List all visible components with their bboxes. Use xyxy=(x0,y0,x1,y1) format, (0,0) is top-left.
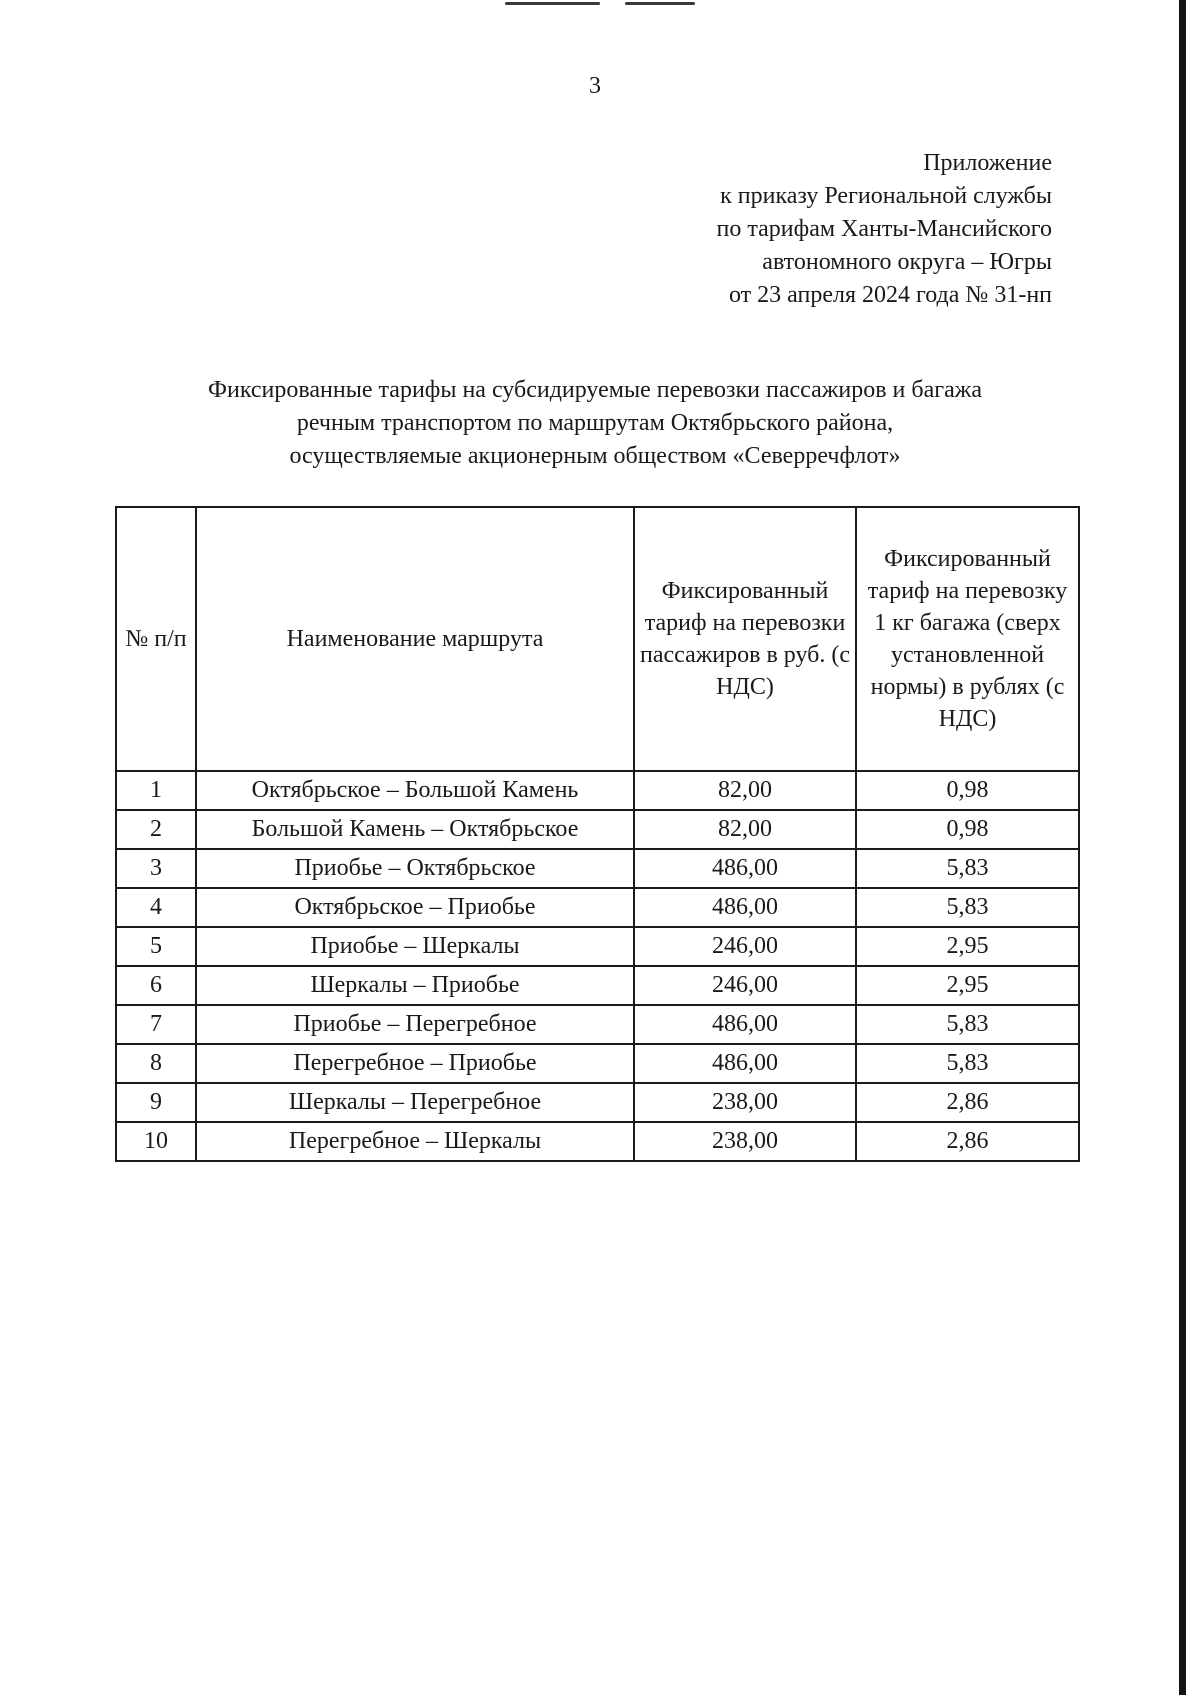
cell-num: 4 xyxy=(116,888,196,927)
cell-num: 5 xyxy=(116,927,196,966)
cell-passenger-tariff: 82,00 xyxy=(634,810,856,849)
table-header-row xyxy=(116,507,1079,771)
cell-passenger-tariff: 238,00 xyxy=(634,1083,856,1122)
cell-num: 9 xyxy=(116,1083,196,1122)
cell-num: 10 xyxy=(116,1122,196,1161)
cell-baggage-tariff: 5,83 xyxy=(856,1005,1079,1044)
scan-edge-shadow xyxy=(1179,0,1186,1695)
document-title xyxy=(110,374,1080,473)
cell-baggage-tariff: 5,83 xyxy=(856,888,1079,927)
appendix-block xyxy=(532,147,1052,312)
title-line: Фиксированные тарифы на субсидируемые перевозки пассажиров и багажа xyxy=(208,377,982,403)
cell-route: Шеркалы – Перегребное xyxy=(196,1083,634,1122)
cell-baggage-tariff: 5,83 xyxy=(856,849,1079,888)
cell-route: Большой Камень – Октябрьское xyxy=(196,810,634,849)
table-row xyxy=(116,849,1079,888)
table-row xyxy=(116,966,1079,1005)
cell-baggage-tariff: 0,98 xyxy=(856,771,1079,810)
title-line: осуществляемые акционерным обществом «Северречфлот» xyxy=(289,443,901,469)
cell-passenger-tariff: 486,00 xyxy=(634,888,856,927)
table-row xyxy=(116,1044,1079,1083)
header-baggage-tariff: Фиксированный тариф на перевозку 1 кг багажа (сверх установленной нормы) в рублях (с НДС) xyxy=(856,507,1079,771)
appendix-line: автономного округа – Югры xyxy=(762,249,1052,275)
cell-passenger-tariff: 486,00 xyxy=(634,1044,856,1083)
cell-route: Приобье – Перегребное xyxy=(196,1005,634,1044)
cell-passenger-tariff: 486,00 xyxy=(634,849,856,888)
table-row xyxy=(116,1005,1079,1044)
cell-num: 2 xyxy=(116,810,196,849)
cell-route: Октябрьское – Приобье xyxy=(196,888,634,927)
cell-route: Приобье – Октябрьское xyxy=(196,849,634,888)
header-num: № п/п xyxy=(116,507,196,771)
cell-num: 1 xyxy=(116,771,196,810)
cell-route: Перегребное – Шеркалы xyxy=(196,1122,634,1161)
appendix-line: к приказу Региональной службы xyxy=(720,183,1052,209)
table-row xyxy=(116,810,1079,849)
cell-num: 7 xyxy=(116,1005,196,1044)
cell-baggage-tariff: 0,98 xyxy=(856,810,1079,849)
cell-baggage-tariff: 2,86 xyxy=(856,1122,1079,1161)
cell-passenger-tariff: 82,00 xyxy=(634,771,856,810)
cell-passenger-tariff: 246,00 xyxy=(634,966,856,1005)
appendix-line: по тарифам Ханты-Мансийского xyxy=(716,216,1052,242)
cell-route: Приобье – Шеркалы xyxy=(196,927,634,966)
cell-baggage-tariff: 2,86 xyxy=(856,1083,1079,1122)
cell-route: Перегребное – Приобье xyxy=(196,1044,634,1083)
cell-num: 6 xyxy=(116,966,196,1005)
table-row xyxy=(116,1083,1079,1122)
cell-passenger-tariff: 246,00 xyxy=(634,927,856,966)
cell-passenger-tariff: 486,00 xyxy=(634,1005,856,1044)
page-number: 3 xyxy=(589,73,601,99)
cell-route: Октябрьское – Большой Камень xyxy=(196,771,634,810)
table-row xyxy=(116,771,1079,810)
cell-num: 3 xyxy=(116,849,196,888)
cell-route: Шеркалы – Приобье xyxy=(196,966,634,1005)
appendix-line: от 23 апреля 2024 года № 31-нп xyxy=(728,282,1052,308)
appendix-line: Приложение xyxy=(923,150,1052,176)
table-row xyxy=(116,888,1079,927)
tariffs-table xyxy=(115,506,1080,1162)
cell-baggage-tariff: 2,95 xyxy=(856,966,1079,1005)
cell-num: 8 xyxy=(116,1044,196,1083)
cell-baggage-tariff: 5,83 xyxy=(856,1044,1079,1083)
table-row xyxy=(116,1122,1079,1161)
table-row xyxy=(116,927,1079,966)
title-line: речным транспортом по маршрутам Октябрьского района, xyxy=(296,410,894,436)
header-passenger-tariff: Фиксированный тариф на перевозки пассажиров в руб. (с НДС) xyxy=(634,507,856,771)
scan-artifact xyxy=(625,2,695,5)
header-route: Наименование маршрута xyxy=(196,507,634,771)
scan-artifact xyxy=(505,2,600,5)
cell-baggage-tariff: 2,95 xyxy=(856,927,1079,966)
cell-passenger-tariff: 238,00 xyxy=(634,1122,856,1161)
